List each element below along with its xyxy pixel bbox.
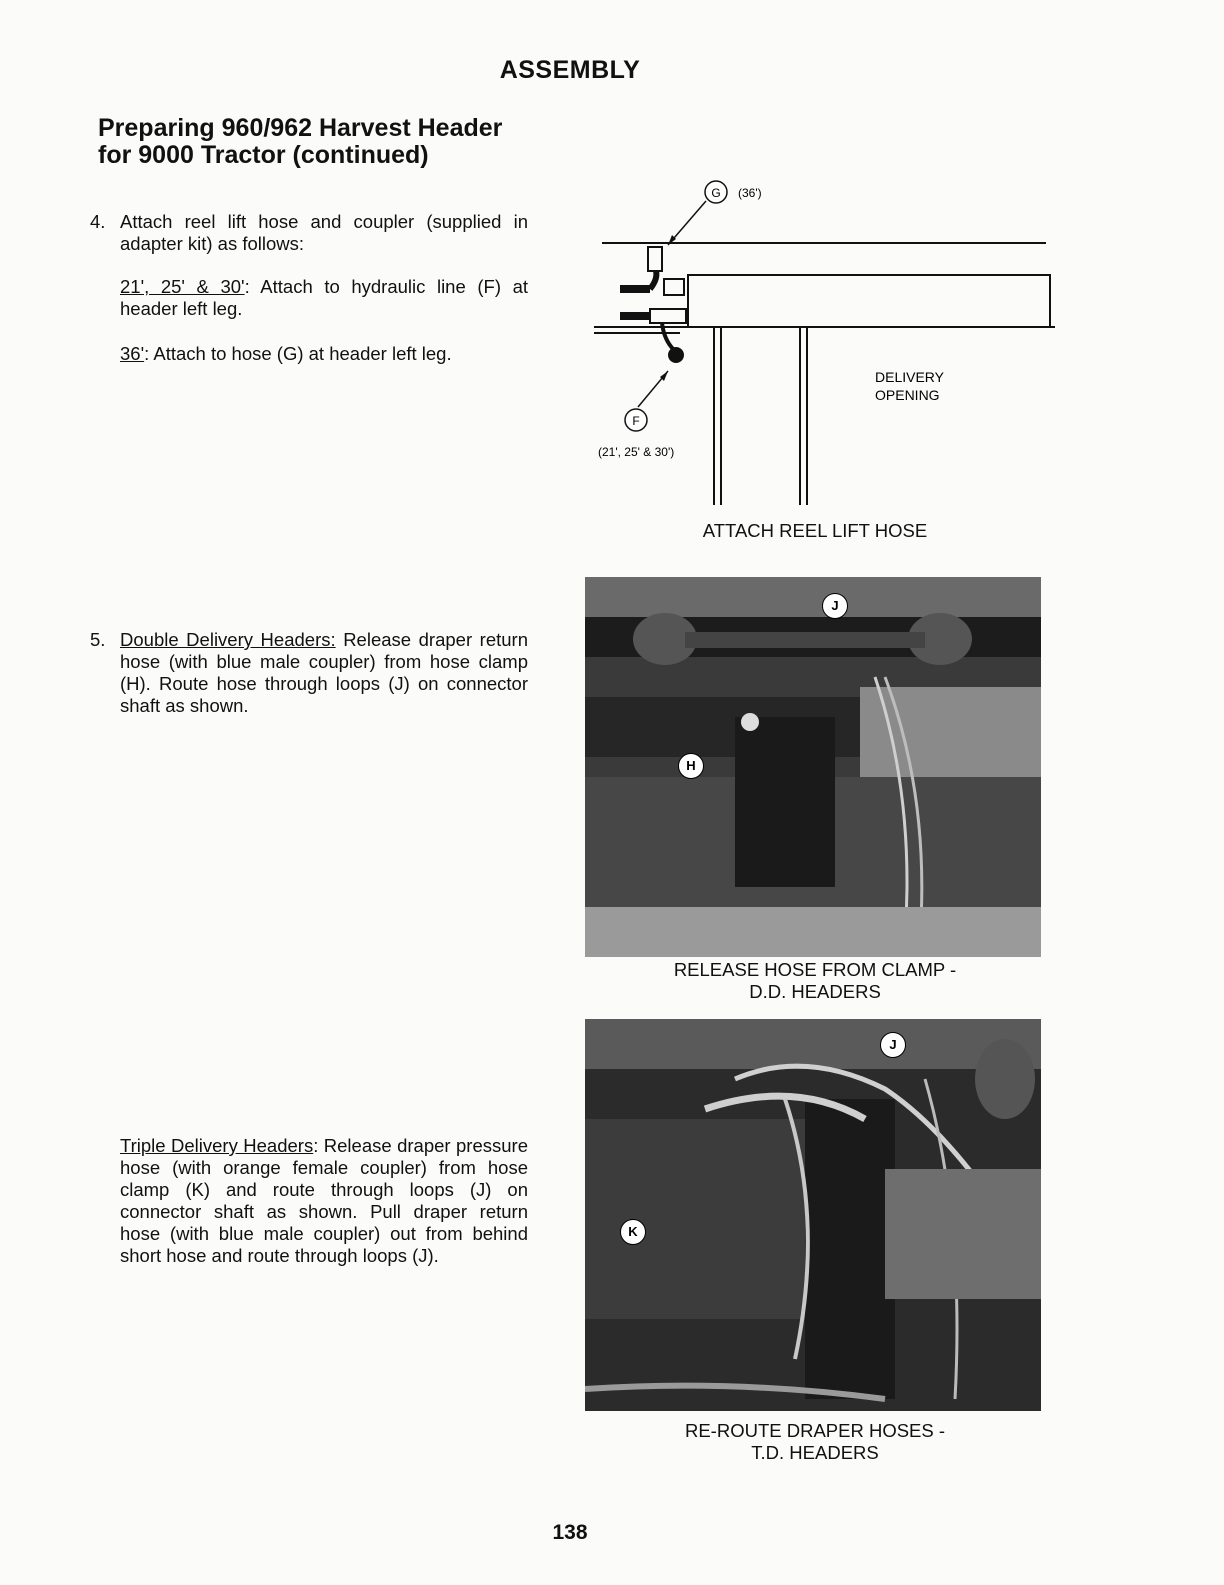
- photo-double-delivery-image: [585, 577, 1041, 957]
- step-4-text: Attach reel lift hose and coupler (supplied in adapter kit) as follows:: [120, 211, 528, 254]
- callout-f-note: (21', 25' & 30'): [598, 445, 675, 459]
- page-header: ASSEMBLY: [499, 56, 641, 84]
- step-4-number: 4.: [90, 211, 106, 232]
- section-title-line2: for 9000 Tractor (continued): [98, 141, 429, 169]
- sub-label-36: 36': [120, 343, 145, 364]
- section-title: [98, 115, 568, 169]
- photo2-callout-k: K: [620, 1219, 646, 1245]
- photo1-caption-line2: D.D. HEADERS: [749, 981, 881, 1002]
- triple-delivery-label: Triple Delivery Headers: [120, 1135, 314, 1156]
- step-5-number: 5.: [90, 629, 106, 650]
- reel-lift-hose-diagram: [590, 175, 1060, 520]
- double-delivery-label: Double Delivery Headers:: [120, 629, 336, 650]
- sub-text-21-25-30: : Attach to hydraulic line (F) at header left leg.: [120, 276, 528, 319]
- photo2-caption: [620, 1420, 1010, 1464]
- step-4: [90, 211, 528, 255]
- callout-g-note: (36'): [738, 186, 762, 200]
- photo1-callout-h: H: [678, 753, 704, 779]
- photo2-callout-j: J: [880, 1032, 906, 1058]
- callout-f: F: [632, 414, 640, 428]
- section-title-line1: Preparing 960/962 Harvest Header: [98, 114, 503, 142]
- step-4-sub-21-25-30: [120, 276, 528, 320]
- photo-triple-delivery-image: [585, 1019, 1041, 1411]
- photo-triple-delivery: [585, 1019, 1041, 1411]
- photo1-caption: [620, 959, 1010, 1003]
- step-4-sub-36: [120, 343, 528, 365]
- page-number: 138: [552, 1521, 588, 1544]
- step-5-double-delivery: [90, 629, 528, 717]
- delivery-opening-line2: OPENING: [875, 387, 940, 403]
- sub-text-36: : Attach to hose (G) at header left leg.: [144, 343, 452, 364]
- callout-g: G: [711, 186, 721, 200]
- triple-delivery-text: : Release draper pressure hose (with orange female coupler) from hose clamp (K) and route through loops (J) on connector shaft as shown. Pull draper return hose (with blue male coupler) out from behind short hose and route through loops (J).: [120, 1135, 528, 1266]
- photo1-callout-j: J: [822, 593, 848, 619]
- double-delivery-text: Release draper return hose (with blue male coupler) from hose clamp (H). Route hose through loops (J) on connector shaft as shown.: [120, 629, 528, 716]
- sub-label-21-25-30: 21', 25' & 30': [120, 276, 245, 297]
- photo2-caption-line1: RE-ROUTE DRAPER HOSES -: [684, 1420, 946, 1441]
- delivery-opening-line1: DELIVERY: [875, 369, 944, 385]
- photo2-caption-line2: T.D. HEADERS: [751, 1442, 879, 1463]
- step-5-triple-delivery: [120, 1135, 528, 1267]
- photo-double-delivery: [585, 577, 1041, 957]
- diagram-caption: ATTACH REEL LIFT HOSE: [702, 520, 928, 541]
- photo1-caption-line1: RELEASE HOSE FROM CLAMP -: [673, 959, 957, 980]
